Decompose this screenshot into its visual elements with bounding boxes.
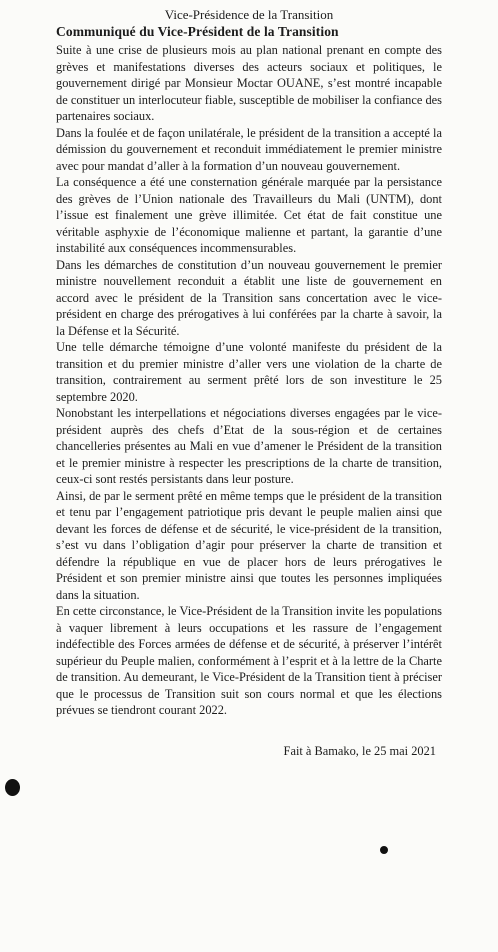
paragraph: Dans les démarches de constitution d’un nouveau gouvernement le premier ministre nouvellement reconduit a établit une liste de gouvernement en accord avec le président de la Transition sans concertation avec le vice-président en charge des prérogatives à lui conférées par la charte à savoir, la la Défense et la Sécurité. — [56, 257, 442, 338]
paragraph: Ainsi, de par le serment prêté en même temps que le président de la transition et tenu par l’engagement patriotique pris devant le peuple malien ainsi que devant les forces de défense et de sécurité, le vice-président de la transition, s’est vu dans l’obligation d’agir pour préserver la charte de transition et défendre la république en vue de placer hors de leurs prérogatives le Président et son premier ministre ainsi que toutes les personnes impliquées dans la situation. — [56, 488, 442, 602]
document-title: Communiqué du Vice-Président de la Transition — [56, 24, 339, 39]
signature-line: Fait à Bamako, le 25 mai 2021 — [283, 743, 436, 758]
paragraph: La conséquence a été une consternation générale marquée par la persistance des grèves de l’Union nationale des Travailleurs du Mali (UNTM), dont l’issue est finalement une grève illimitée. Cet état de fait constitue une véritable asphyxie de l’économique malienne et partant, la garantie d’une instabilité aux conséquences incommensurables. — [56, 175, 442, 255]
paragraph: Dans la foulée et de façon unilatérale, le président de la transition a accepté la démission du gouvernement et reconduit immédiatement le premier ministre avec pour mandat d’aller à la formation d’un nouveau gouvernement. — [56, 125, 442, 173]
end-dot-mark — [380, 846, 388, 854]
document-page — [56, 6, 442, 771]
paragraph: En cette circonstance, le Vice-Président de la Transition invite les populations à vaquer librement à leurs occupations et les rassure de l’engagement indéfectible des Forces armées de défense et de sécurité, à préserver l’intérêt supérieur du Peuple malien, conformément à l’esprit et à la lettre de la Charte de transition. Au demeurant, le Vice-Président de la Transition tient à préciser que le processus de Transition suit son cours normal et que les élections prévues se tiendront courant 2022. — [56, 604, 442, 717]
document-header: Vice-Présidence de la Transition — [164, 7, 334, 22]
paragraph: Suite à une crise de plusieurs mois au plan national prenant en compte des grèves et manifestations diverses des acteurs sociaux et politiques, le gouvernement dirigé par Monsieur Moctar OUANE, s’est montré incapable de constituer un interlocuteur fiable, susceptible de mobiliser la confiance des partenaires sociaux. — [56, 43, 442, 123]
bullet-dot-mark — [5, 779, 20, 796]
paragraph: Nonobstant les interpellations et négociations diverses engagées par le vice-président auprès des chefs d’Etat de la sous-région et de certaines chancelleries présentes au Mali en vue d’amener le Président de la transition et le premier ministre à respecter les prescriptions de la charte de transition, ceux-ci sont restés persistants dans leur posture. — [56, 406, 442, 486]
paragraph: Une telle démarche témoigne d’une volonté manifeste du président de la transition et du premier ministre d’aller vers une violation de la charte de transition, contrairement au serment prêté lors de son investiture le 25 septembre 2020. — [56, 340, 442, 404]
